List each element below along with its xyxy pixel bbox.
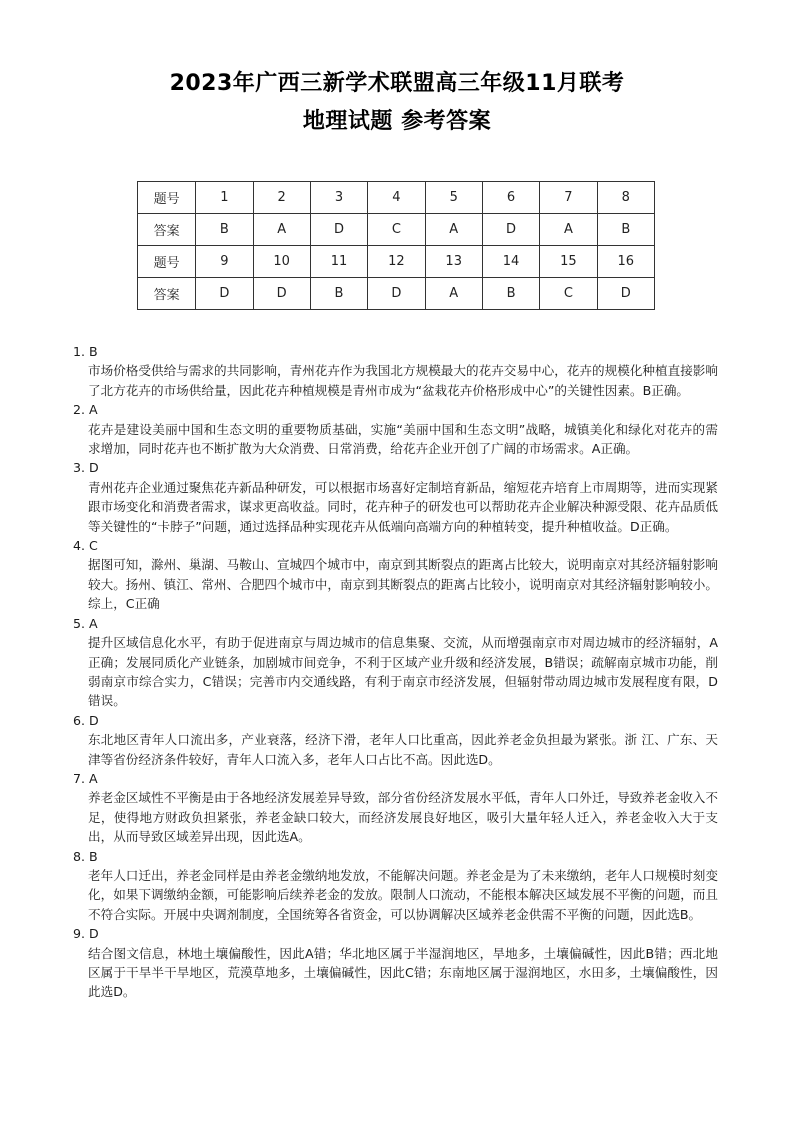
table-cell: D bbox=[597, 278, 654, 310]
table-cell: A bbox=[253, 214, 310, 246]
question-answer-heading: 8. B bbox=[73, 848, 98, 864]
row-label: 题号 bbox=[138, 246, 196, 278]
table-cell: 12 bbox=[368, 246, 425, 278]
question-answer-heading: 9. D bbox=[73, 926, 99, 942]
explanation-text: 花卉是建设美丽中国和生态文明的重要物质基础，实施“美丽中国和生态文明”战略，城镇美化和绿化对花卉的需求增加，同时花卉也不断扩散为大众消费、日常消费，给花卉企业开创了广阔的市场需求。A正确。 bbox=[88, 421, 718, 457]
row-label: 答案 bbox=[138, 214, 196, 246]
table-cell: 3 bbox=[310, 182, 367, 214]
document-title: 2023年广西三新学术联盟高三年级11月联考 bbox=[169, 71, 625, 96]
table-cell: 4 bbox=[368, 182, 425, 214]
table-cell: 15 bbox=[540, 246, 597, 278]
table-cell: 11 bbox=[310, 246, 367, 278]
table-cell: B bbox=[482, 278, 539, 310]
explanation-text: 青州花卉企业通过聚焦花卉新品种研发，可以根据市场喜好定制培育新品，缩短花卉培育上市周期等，进而实现紧跟市场变化和消费者需求，谋求更高收益。同时，花卉种子的研发也可以帮助花卉企业解决种源受限、花卉品质低等关键性的“卡脖子”问题，通过选择品种实现花卉从低端向高端方向的种植转变，提升种植收益。D正确。 bbox=[88, 479, 718, 534]
question-answer-heading: 3. D bbox=[73, 460, 99, 476]
table-cell: 14 bbox=[482, 246, 539, 278]
table-cell: B bbox=[196, 214, 253, 246]
question-answer-heading: 7. A bbox=[73, 770, 98, 786]
table-row-question-numbers-2 bbox=[138, 246, 655, 278]
explanation-text: 老年人口迁出，养老金同样是由养老金缴纳地发放，不能解决问题。养老金是为了未来缴纳，老年人口规模时刻变化，如果下调缴纳金额，可能影响后续养老金的发放。限制人口流动，不能根本解决区域发展不平衡的问题，而且不符合实际。开展中央调剂制度，全国统筹各省资金，可以协调解决区域养老金供需不平衡的问题，因此选B。 bbox=[88, 867, 718, 922]
table-cell: 5 bbox=[425, 182, 482, 214]
table-cell: 8 bbox=[597, 182, 654, 214]
explanation-text: 市场价格受供给与需求的共同影响，青州花卉作为我国北方规模最大的花卉交易中心，花卉的规模化种植直接影响了北方花卉的市场供给量，因此花卉种植规模是青州市成为“盆栽花卉价格形成中心”的关键性因素。B正确。 bbox=[88, 363, 718, 398]
table-cell: C bbox=[540, 278, 597, 310]
table-cell: D bbox=[196, 278, 253, 310]
table-cell: D bbox=[310, 214, 367, 246]
question-answer-heading: 4. C bbox=[73, 538, 98, 554]
table-cell: B bbox=[310, 278, 367, 310]
document-subtitle: 地理试题 参考答案 bbox=[302, 109, 492, 134]
explanation-text: 东北地区青年人口流出多，产业衰落，经济下滑，老年人口比重高，因此养老金负担最为紧张。浙 江、广东、天津等省份经济条件较好，青年人口流入多，老年人口占比不高。因此选D。 bbox=[88, 732, 718, 767]
list-item bbox=[73, 769, 718, 847]
question-answer-heading: 6. D bbox=[73, 712, 99, 728]
explanation-text: 结合图文信息，林地土壤偏酸性，因此A错；华北地区属于半湿润地区，旱地多，土壤偏碱性，因此B错；西北地区属于干旱半干旱地区，荒漠草地多，土壤偏碱性，因此C错；东南地区属于湿润地区，水田多，土壤偏酸性，因此选D。 bbox=[88, 945, 718, 1000]
table-cell: 9 bbox=[196, 246, 253, 278]
table-row-question-numbers-1 bbox=[138, 182, 655, 214]
question-answer-heading: 5. A bbox=[73, 615, 98, 631]
explanation-text: 养老金区域性不平衡是由于各地经济发展差异导致，部分省份经济发展水平低，青年人口外迁，导致养老金收入不足，使得地方财政负担紧张，养老金缺口较大，而经济发展良好地区，吸引大量年轻人迁入，养老金收入大于支出，从而导致区域差异出现，因此选A。 bbox=[88, 790, 718, 845]
list-item bbox=[73, 614, 718, 711]
table-cell: 16 bbox=[597, 246, 654, 278]
explanation-text: 据图可知，滁州、巢湖、马鞍山、宣城四个城市中，南京到其断裂点的距离占比较大，说明南京对其经济辐射影响较大。扬州、镇江、常州、合肥四个城市中，南京到其断裂点的距离占比较小，说明南京对其经济辐射影响较小。综上，C正确 bbox=[88, 557, 718, 612]
question-answer-heading: 1. B bbox=[73, 344, 98, 359]
table-cell: C bbox=[368, 214, 425, 246]
list-item bbox=[73, 536, 718, 614]
table-cell: A bbox=[425, 214, 482, 246]
table-cell: B bbox=[597, 214, 654, 246]
table-cell: 7 bbox=[540, 182, 597, 214]
row-label: 题号 bbox=[138, 182, 196, 214]
table-cell: D bbox=[253, 278, 310, 310]
table-cell: D bbox=[368, 278, 425, 310]
table-row-answers-2 bbox=[138, 278, 655, 310]
explanations-list bbox=[73, 342, 718, 1002]
table-cell: 2 bbox=[253, 182, 310, 214]
table-cell: 13 bbox=[425, 246, 482, 278]
table-cell: 6 bbox=[482, 182, 539, 214]
list-item bbox=[73, 711, 718, 769]
table-row-answers-1 bbox=[138, 214, 655, 246]
table-cell: A bbox=[540, 214, 597, 246]
table-cell: A bbox=[425, 278, 482, 310]
answer-key-table bbox=[137, 181, 655, 310]
list-item bbox=[73, 847, 718, 925]
row-label: 答案 bbox=[138, 278, 196, 310]
table-cell: D bbox=[482, 214, 539, 246]
list-item bbox=[73, 924, 718, 1002]
list-item bbox=[73, 342, 718, 400]
table-cell: 1 bbox=[196, 182, 253, 214]
list-item bbox=[73, 400, 718, 458]
list-item bbox=[73, 458, 718, 536]
explanation-text: 提升区域信息化水平，有助于促进南京与周边城市的信息集聚、交流，从而增强南京市对周边城市的经济辐射，A正确；发展同质化产业链条，加剧城市间竞争，不利于区域产业升级和经济发展，B错误；疏解南京城市功能，削弱南京市综合实力，C错误；完善市内交通线路，有利于南京市经济发展，但辐射带动周边城市发展程度有限，D错误。 bbox=[88, 635, 718, 709]
table-cell: 10 bbox=[253, 246, 310, 278]
question-answer-heading: 2. A bbox=[73, 402, 98, 418]
